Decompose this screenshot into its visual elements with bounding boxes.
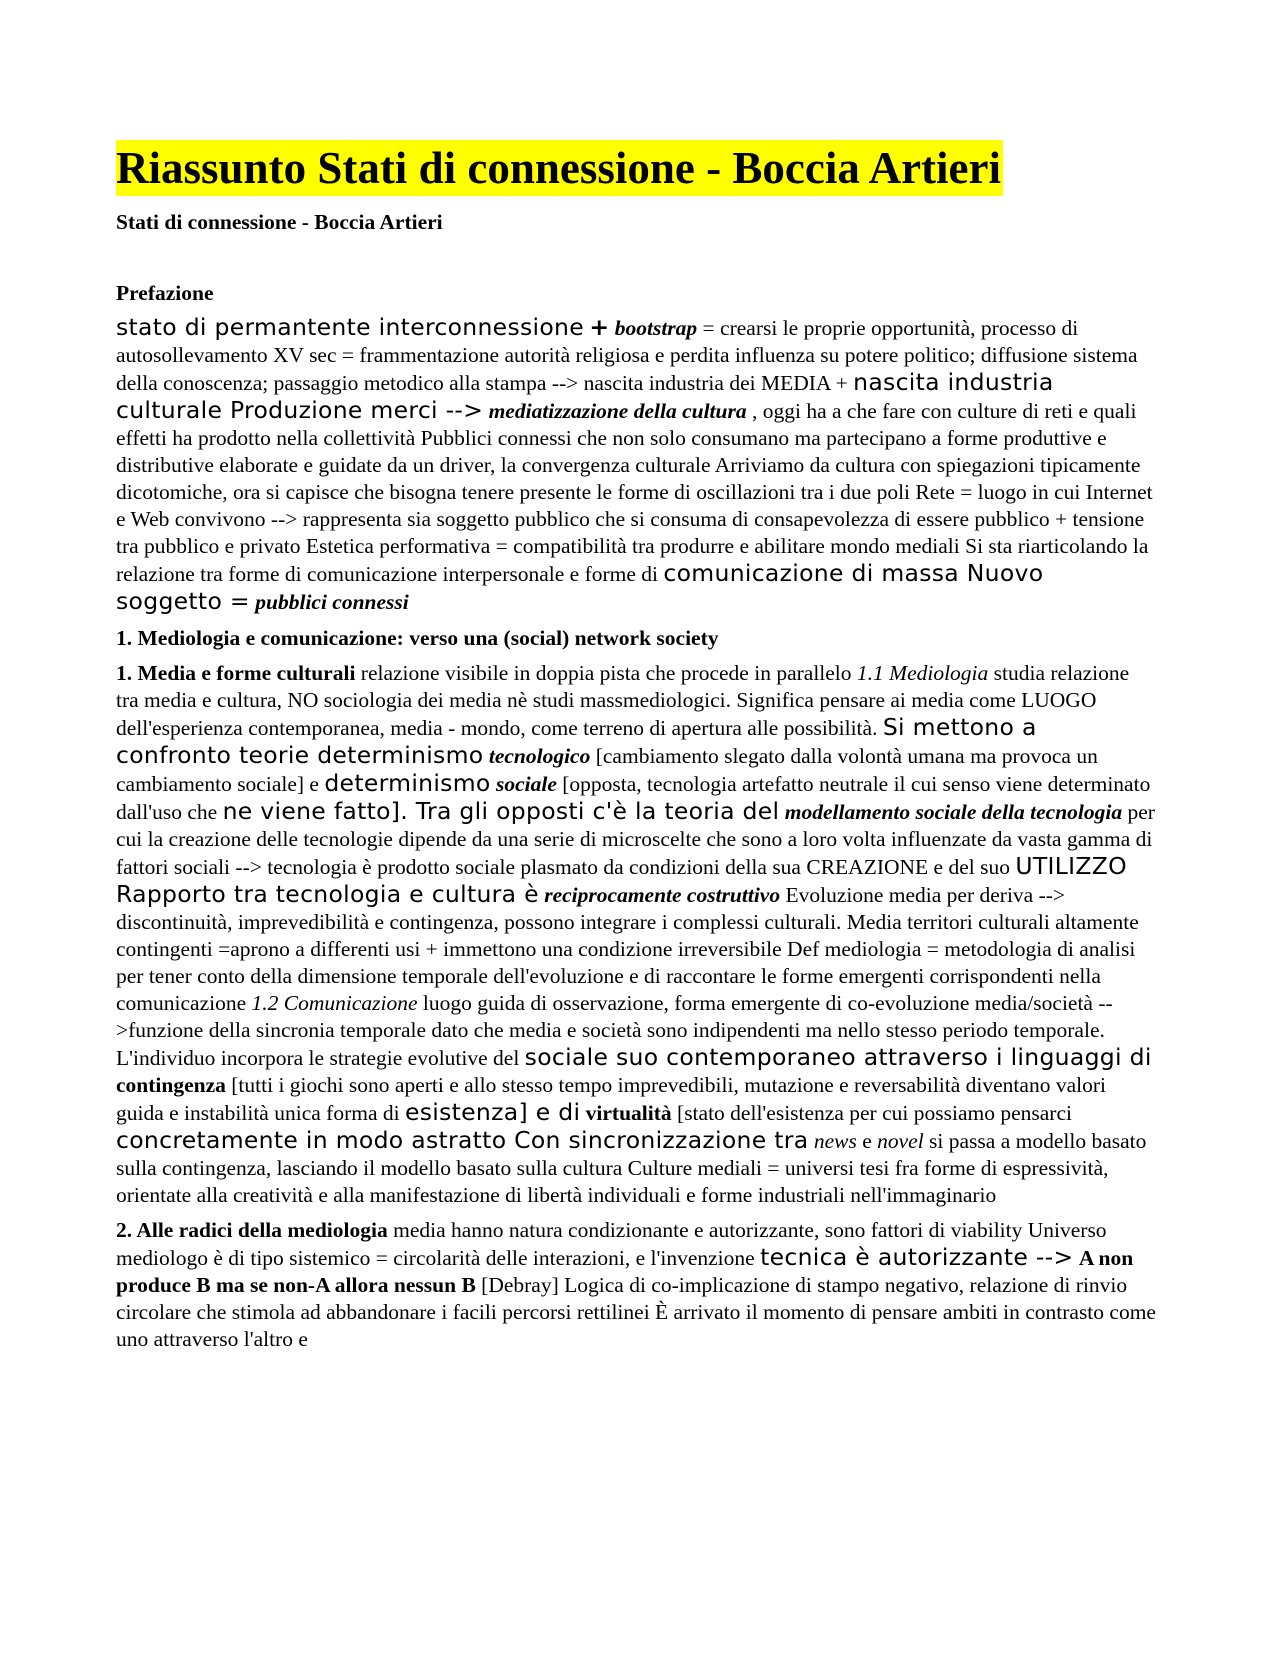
document-title: Riassunto Stati di connessione - Boccia Artieri — [116, 140, 1003, 196]
prefazione-paragraph: stato di permantente interconnessione + bootstrap = crearsi le proprie opportunità, processo di autosollevamento XV sec = frammentazione autorità religiosa e perdita influenza su potere politico; diffusione sistema della conoscenza; passaggio metodico alla stampa --> nascita industria dei MEDIA + nascita industria culturale Produzione merci --> mediatizzazione della cultura , oggi ha a che fare con culture di reti e quali effetti ha prodotto nella collettività Pubblici connessi che non solo consumano ma partecipano a forme produttive e distributive elaborate e guidate da un driver, la convergenza culturale Arriviamo da cultura con spiegazioni tipicamente dicotomiche, ora si capisce che bisogna tenere presente le forme di oscillazioni tra i due poli Rete = luogo in cui Internet e Web convivono --> rappresenta sia soggetto pubblico che si consuma di consapevolezza di essere pubblico + tensione tra pubblico e privato Estetica performativa = compatibilità tra produrre e abilitare mondo mediali Si sta riarticolando la relazione tra forme di comunicazione interpersonale e forme di comunicazione di massa Nuovo soggetto = pubblici connessi — [116, 313, 1153, 615]
document-page — [116, 140, 1156, 1353]
section-heading-prefazione: Prefazione — [116, 281, 214, 305]
paragraph-media-forme-culturali: 1. Media e forme culturali relazione visibile in doppia pista che procede in parallelo 1.1 Mediologia studia relazione tra media e cultura, NO sociologia dei media nè studi massmediologici. Significa pensare ai media come LUOGO dell'esperienza contemporanea, media - mondo, come terreno di apertura alle possibilità. Si mettono a confronto teorie determinismo tecnologico [cambiamento slegato dalla volontà umana ma provoca un cambiamento sociale] e determinismo sociale [opposta, tecnologia artefatto neutrale il cui senso viene determinato dall'uso che ne viene fatto]. Tra gli opposti c'è la teoria del modellamento sociale della tecnologia per cui la creazione delle tecnologie dipende da una serie di microscelte che sono a loro volta influenzate da vasta gamma di fattori sociali --> tecnologia è prodotto sociale plasmato da condizioni della sua CREAZIONE e del suo UTILIZZO Rapporto tra tecnologia e cultura è reciprocamente costruttivo Evoluzione media per deriva --> discontinuità, imprevedibilità e contingenza, possono integrare i complessi culturali. Media territori culturali altamente contingenti =aprono a differenti usi + immettono una condizione irreversibile Def mediologia = metodologia di analisi per tener conto della dimensione temporale dell'evoluzione e di raccontare le forme emergenti corrispondenti nella comunicazione 1.2 Comunicazione luogo guida di osservazione, forma emergente di co-evoluzione media/società -->funzione della sincronia temporale dato che media e società sono indipendenti ma nello stesso periodo temporale. L'individuo incorpora le strategie evolutive del sociale suo contemporaneo attraverso i linguaggi di contingenza [tutti i giochi sono aperti e allo stesso tempo imprevedibili, mutazione e reversabilità diventano valori guida e instabilità unica forma di esistenza] e di virtualità [stato dell'esistenza per cui possiamo pensarci concretamente in modo astratto Con sincronizzazione tra news e novel si passa a modello basato sulla contingenza, lasciando il modello basato sulla cultura Culture mediali = universi tesi fra forme di espressività, orientate alla creatività e alla manifestazione di libertà individuali e forme industriali nell'immaginario — [116, 661, 1155, 1207]
chapter-heading: 1. Mediologia e comunicazione: verso una (social) network society — [116, 626, 719, 650]
document-subtitle: Stati di connessione - Boccia Artieri — [116, 210, 443, 234]
paragraph-radici-mediologia: 2. Alle radici della mediologia media hanno natura condizionante e autorizzante, sono fattori di viability Universo mediologo è di tipo sistemico = circolarità delle interazioni, e l'invenzione tecnica è autorizzante --> A non produce B ma se non-A allora nessun B [Debray] Logica di co-implicazione di stampo negativo, relazione di rinvio circolare che stimola ad abbandonare i facili percorsi rettilinei È arrivato il momento di pensare ambiti in contrasto come uno attraverso l'altro e — [116, 1218, 1156, 1351]
